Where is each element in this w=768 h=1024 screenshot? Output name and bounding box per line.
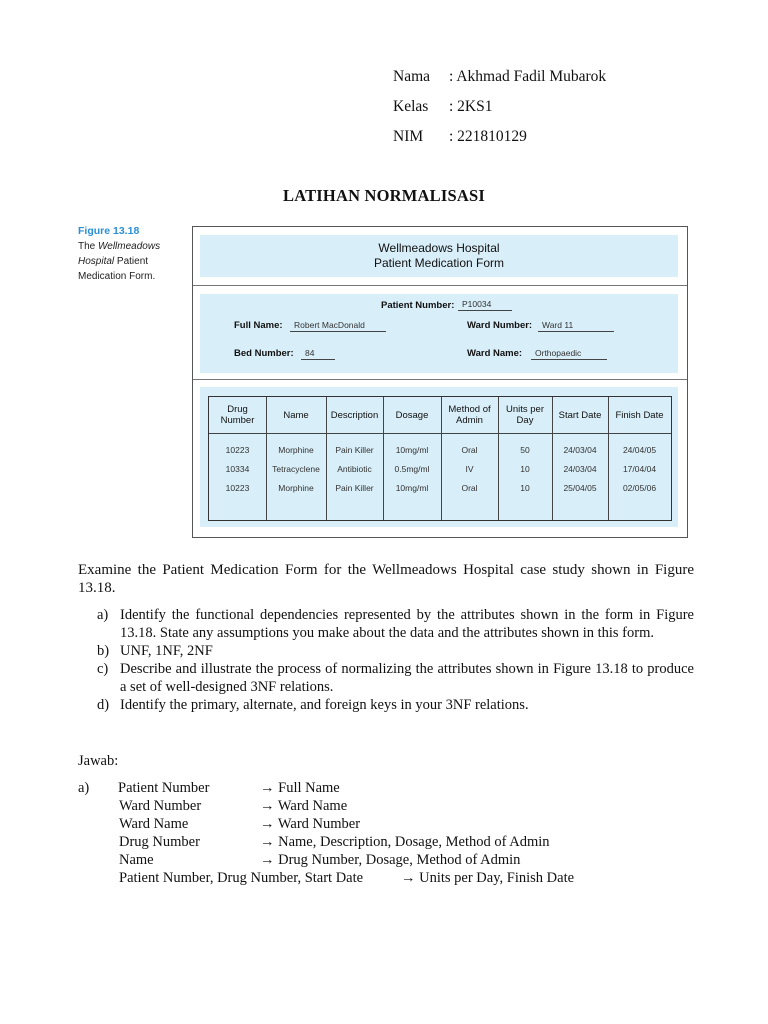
dependency-determinant: Patient Number [118, 780, 210, 796]
ward-name-value: Orthopaedic [531, 347, 607, 360]
table-cell: Pain Killer [335, 483, 374, 493]
table-cell: Morphine [278, 445, 314, 455]
figure-number: Figure 13.18 [78, 225, 140, 237]
nim-value: : 221810129 [449, 128, 527, 145]
question-text: UNF, 1NF, 2NF [120, 643, 213, 659]
column-header: Method of Admin [448, 404, 491, 426]
ward-number-value: Ward 11 [538, 319, 614, 332]
list-marker: d) [97, 697, 110, 713]
table-cell: 02/05/06 [622, 483, 657, 493]
table-cell: 10 [520, 464, 530, 474]
column-header: Drug Number [220, 404, 255, 426]
table-cell: Oral [461, 483, 478, 493]
bed-number-value: 84 [301, 347, 335, 360]
form-hospital-title: Wellmeadows Hospital [378, 241, 500, 255]
patient-number-label: Patient Number: [381, 300, 455, 311]
table-cell: Pain Killer [335, 445, 374, 455]
table-cell: Antibiotic [337, 464, 372, 474]
question-a [97, 606, 694, 642]
class-label: Kelas [393, 98, 429, 115]
dependency-dependent: → Ward Name [260, 798, 348, 814]
list-marker: a) [97, 607, 109, 623]
name-label: Nama [393, 68, 431, 85]
header-divider [608, 433, 671, 434]
table-cell: 50 [520, 445, 530, 455]
answer-label: Jawab: [78, 753, 119, 769]
table-cell: 10mg/ml [395, 483, 429, 493]
table-cell: IV [465, 464, 474, 474]
dependency-determinant: Patient Number, Drug Number, Start Date [119, 870, 364, 886]
table-column [266, 397, 327, 520]
class-row [393, 98, 493, 116]
figure-caption [78, 224, 188, 284]
column-header: Start Date [558, 409, 602, 421]
nim-label: NIM [393, 128, 424, 145]
dependency-dependent: → Name, Description, Dosage, Method of Admin [260, 834, 550, 850]
table-cell: 10334 [225, 464, 250, 474]
table-cell: 24/04/05 [622, 445, 657, 455]
dependency-determinant: Name [119, 852, 154, 868]
table-cell: 24/03/04 [563, 464, 597, 474]
divider [193, 379, 687, 380]
divider [193, 285, 687, 286]
patient-number-value: P10034 [458, 298, 512, 311]
table-cell: 0.5mg/ml [394, 464, 430, 474]
table-column [326, 397, 384, 520]
dependency-determinant: Ward Name [119, 816, 189, 832]
table-cell: 24/03/04 [563, 445, 597, 455]
full-name-label: Full Name: [234, 320, 283, 331]
dependency-dependent: → Ward Number [260, 816, 361, 832]
form-title: Patient Medication Form [373, 256, 505, 270]
question-text: Identify the functional dependencies represented by the attributes shown in the form in Figure 13.18. State any assumptions you make about the data and the attributes shown in this form. [120, 607, 694, 641]
table-column [608, 397, 671, 520]
dependency-determinant: Drug Number [119, 834, 200, 850]
table-cell: Tetracyclene [272, 464, 320, 474]
question-c [97, 660, 694, 696]
table-column [552, 397, 609, 520]
header-divider [326, 433, 383, 434]
dependency-dependent: → Drug Number, Dosage, Method of Admin [260, 852, 521, 868]
header-divider [441, 433, 498, 434]
name-value: : Akhmad Fadil Mubarok [449, 68, 607, 85]
intro-paragraph: Examine the Patient Medication Form for the Wellmeadows Hospital case study shown in Figure 13.18. [78, 562, 694, 596]
caption-text: Medication Form. [78, 271, 156, 282]
header-divider [266, 433, 326, 434]
table-cell: 25/04/05 [563, 483, 597, 493]
question-b [97, 642, 694, 660]
header-divider [498, 433, 552, 434]
page-title: LATIHAN NORMALISASI [283, 186, 485, 205]
column-header: Units per Day [505, 404, 544, 426]
table-cell: 17/04/04 [622, 464, 657, 474]
full-name-value: Robert MacDonald [290, 319, 386, 332]
class-value: : 2KS1 [449, 98, 493, 115]
form-title-panel [200, 235, 678, 277]
column-header: Dosage [395, 409, 429, 421]
table-column [441, 397, 499, 520]
table-cell: 10 [520, 483, 530, 493]
list-marker: c) [97, 661, 109, 677]
list-marker: b) [97, 643, 110, 659]
medication-table [208, 396, 672, 521]
dependency-dependent: → Full Name [260, 780, 340, 796]
table-cell: Oral [461, 445, 478, 455]
table-column [209, 397, 267, 520]
patient-info-panel [200, 294, 678, 373]
medication-panel [200, 387, 678, 527]
ward-name-label: Ward Name: [467, 348, 523, 359]
question-text: Describe and illustrate the process of normalizing the attributes shown in Figure 13.18 to produce a set of well-designed 3NF relations. [120, 661, 694, 695]
caption-text: The [78, 241, 99, 252]
patient-medication-form [192, 226, 688, 538]
column-header: Finish Date [615, 409, 664, 421]
answer-marker: a) [78, 780, 90, 796]
name-row [393, 68, 606, 86]
caption-text: Patient [114, 256, 149, 267]
table-column [498, 397, 553, 520]
question-text: Identify the primary, alternate, and foreign keys in your 3NF relations. [120, 697, 529, 713]
table-cell: Morphine [278, 483, 314, 493]
nim-row [393, 128, 527, 146]
header-divider [209, 433, 266, 434]
table-cell: 10mg/ml [395, 445, 429, 455]
column-header: Description [330, 409, 379, 421]
ward-number-label: Ward Number: [467, 320, 533, 331]
table-column [383, 397, 442, 520]
caption-text: Hospital [78, 256, 115, 267]
bed-number-label: Bed Number: [234, 348, 294, 359]
dependency-determinant: Ward Number [119, 798, 202, 814]
dependency-dependent: → Units per Day, Finish Date [401, 870, 575, 886]
header-divider [552, 433, 608, 434]
table-cell: 10223 [225, 483, 250, 493]
table-cell: 10223 [225, 445, 250, 455]
header-divider [383, 433, 441, 434]
column-header: Name [283, 409, 309, 421]
caption-text: Wellmeadows [98, 241, 161, 252]
question-d [97, 696, 694, 714]
